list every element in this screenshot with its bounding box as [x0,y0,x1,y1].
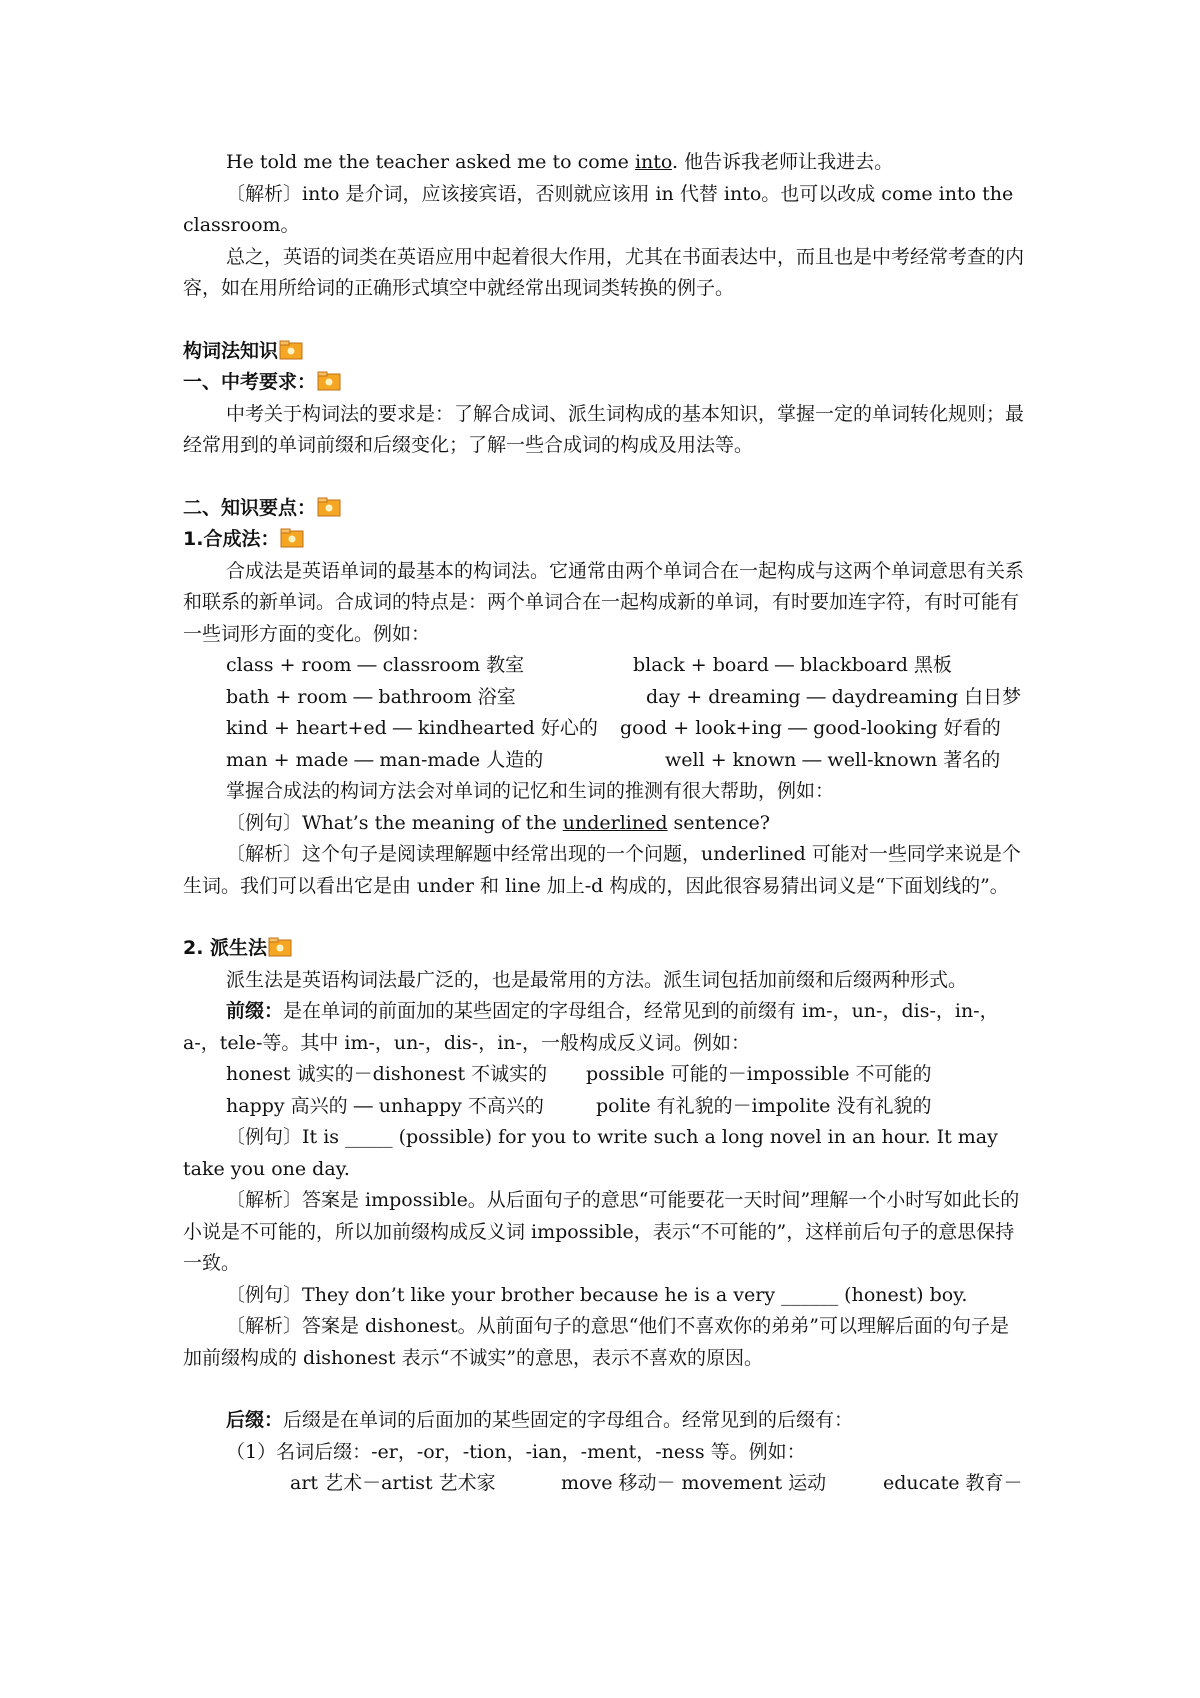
summary-paragraph: 总之，英语的词类在英语应用中起着很大作用，尤其在书面表达中，而且也是中考经常考查的内容，如在用所给词的正确形式填空中就经常出现词类转换的例子。 [183,245,1025,299]
section-title-text: 构词法知识 [183,339,279,362]
example-text: He told me the teacher asked me to come [226,151,635,173]
compound-analysis [183,839,1026,902]
requirements-text: 中考关于构词法的要求是：了解合成词、派生词构成的基本知识，掌握一定的单词转化规则；最经常用到的单词前缀和后缀变化；了解一些合成词的构成及用法等。 [183,402,1025,456]
prefix-label: 前缀： [226,1000,284,1022]
example-underlined: into [634,151,673,173]
example-underlined: underlined [562,811,668,834]
analysis-tag: 〔解析〕 [226,182,303,205]
key-points-heading [183,493,1026,525]
folder-icon [317,497,341,517]
example-text: What’s the meaning of the [302,811,563,834]
analysis-tag: 〔解析〕 [226,1189,303,1211]
folder-icon [268,937,292,957]
prefix-row [183,1059,1026,1091]
derive-analysis-2 [183,1311,1026,1374]
spacer [183,902,1026,933]
suffix-word: move 移动－ movement 运动 [561,1472,827,1494]
example-tag: 〔例句〕 [226,1283,303,1306]
prefix-text: 是在单词的前面加的某些固定的字母组合，经常见到的前缀有 im-，un-，dis-，in-，a-，tele-等。其中 im-，un-，dis-，in-，一般构成反义词。例如： [183,1000,999,1054]
compound-word: well + known ― well-known 著名的 [665,748,1001,771]
prefix-word: polite 有礼貌的－impolite 没有礼貌的 [596,1094,932,1117]
compound-row [183,682,1026,714]
derive-heading [183,933,1026,965]
analysis-text: 答案是 dishonest。从前面句子的意思“他们不喜欢你的弟弟”可以理解后面的句子是加前缀构成的 dishonest 表示“不诚实”的意思，表示不喜欢的原因。 [183,1315,1010,1369]
analysis-text: 答案是 impossible。从后面句子的意思“可能要花一天时间”理解一个小时写如此长的小说是不可能的，所以加前缀构成反义词 impossible，表示“不可能的”，这样前后句子的意思保持一致。 [183,1189,1020,1274]
compound-after: 掌握合成法的构词方法会对单词的记忆和生词的推测有很大帮助，例如： [226,780,835,802]
section-title [183,336,1026,368]
analysis-tag: 〔解析〕 [226,843,303,865]
derive-example-1 [183,1122,1026,1185]
derive-example-2 [183,1280,1026,1312]
noun-suffix: （1）名词后缀：-er，-or，-tion，-ian，-ment，-ness 等。例如： [226,1440,806,1463]
compound-example [183,808,1026,840]
suffix-row [183,1468,1026,1500]
suffix-paragraph [183,1405,1026,1437]
spacer [183,305,1026,336]
compound-heading [183,524,1026,556]
requirements-heading [183,367,1026,399]
compound-word: kind + heart+ed ― kindhearted 好心的 [226,717,598,739]
compound-word: black + board ― blackboard 黑板 [633,654,952,676]
requirements-heading-text: 一、中考要求： [183,371,317,393]
prefix-word: happy 高兴的 ― unhappy 不高兴的 [226,1094,544,1117]
compound-row [183,650,1026,682]
example-text: They don’t like your brother because he is a very ______ (honest) boy. [302,1283,968,1306]
spacer [183,1374,1026,1405]
derive-text: 派生法是英语构词法最广泛的，也是最常用的方法。派生词包括加前缀和后缀两种形式。 [226,968,968,991]
suffix-text: 后缀是在单词的后面加的某些固定的字母组合。经常见到的后缀有： [283,1409,854,1431]
document-content [183,147,1026,1500]
example-text: It is _____ (possible) for you to write such a long novel in an hour. It may take you one day. [183,1126,998,1180]
analysis-tag: 〔解析〕 [226,1315,303,1337]
suffix-label: 后缀： [226,1409,284,1431]
key-points-heading-text: 二、知识要点： [183,496,317,519]
prefix-row [183,1091,1026,1123]
compound-word: day + dreaming ― daydreaming 白日梦 [646,685,1022,708]
prefix-paragraph [183,996,1026,1059]
analysis-text: into 是介词，应该接宾语，否则就应该用 in 代替 into。也可以改成 come into the classroom。 [183,182,1014,236]
compound-word: bath + room ― bathroom 浴室 [226,685,516,708]
derive-heading-text: 2. 派生法 [183,937,268,959]
suffix-word: educate 教育－ [883,1472,1023,1494]
compound-heading-text: 1.合成法： [183,528,280,550]
folder-icon [317,371,341,391]
example-text-end: sentence? [667,811,770,834]
compound-row [183,745,1026,777]
compound-row [183,713,1026,745]
compound-word: man + made ― man-made 人造的 [226,748,544,771]
example-sentence [183,147,1026,179]
analysis-text: 这个句子是阅读理解题中经常出现的一个问题，underlined 可能对一些同学来说是个生词。我们可以看出它是由 under 和 line 加上-d 构成的，因此很容易猜出词义是“下面划线的”。 [183,843,1021,897]
folder-icon [280,528,304,548]
folder-icon [279,340,303,360]
derive-analysis-1 [183,1185,1026,1280]
compound-word: class + room ― classroom 教室 [226,654,525,676]
prefix-word: honest 诚实的－dishonest 不诚实的 [226,1063,548,1085]
suffix-word: art 艺术－artist 艺术家 [290,1472,496,1494]
analysis-paragraph [183,179,1026,242]
spacer [183,462,1026,493]
prefix-word: possible 可能的－impossible 不可能的 [586,1063,932,1085]
example-tag: 〔例句〕 [226,811,303,834]
example-tag: 〔例句〕 [226,1126,303,1148]
compound-word: good + look+ing ― good-looking 好看的 [620,717,1001,739]
compound-text: 合成法是英语单词的最基本的构词法。它通常由两个单词合在一起构成与这两个单词意思有关系和联系的新单词。合成词的特点是：两个单词合在一起构成新的单词，有时要加连字符，有时可能有一些词形方面的变化。例如： [183,559,1025,645]
example-translation: . 他告诉我老师让我进去。 [672,151,894,173]
